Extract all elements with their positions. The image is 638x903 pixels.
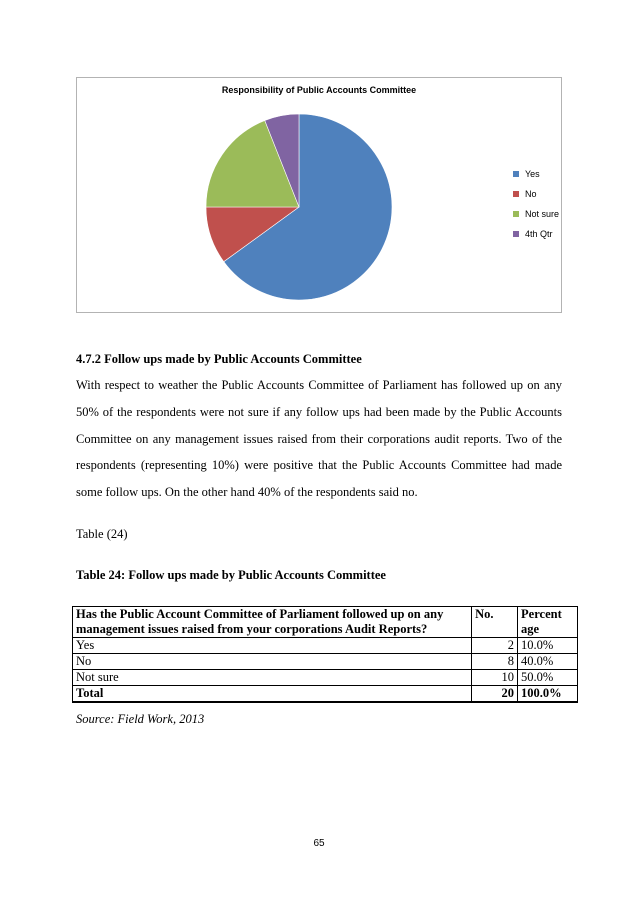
table-reference: Table (24): [76, 527, 128, 541]
legend-swatch: [513, 231, 519, 237]
legend-item: [513, 188, 559, 200]
legend-item: [513, 168, 559, 180]
table-source: Source: Field Work, 2013: [76, 712, 205, 726]
total-percent: 100.0%: [518, 686, 578, 703]
legend-swatch: [513, 171, 519, 177]
header-count: No.: [472, 607, 518, 638]
chart-title: Responsibility of Public Accounts Committee: [221, 85, 417, 95]
table-total-row: [73, 686, 578, 703]
header-question: Has the Public Account Committee of Parliament followed up on any management issues raised from your corporations Audit Reports?: [73, 607, 472, 638]
legend-label: No: [525, 189, 537, 199]
total-label: Total: [73, 686, 472, 703]
data-table: [72, 606, 578, 703]
table-header-row: [73, 607, 578, 638]
page-number: 65: [313, 838, 325, 849]
row-label: No: [73, 654, 472, 670]
row-percent: 10.0%: [518, 638, 578, 654]
legend-label: Yes: [525, 169, 540, 179]
chart-legend: [513, 168, 559, 248]
row-count: 8: [472, 654, 518, 670]
legend-label: 4th Qtr: [525, 229, 553, 239]
total-count: 20: [472, 686, 518, 703]
legend-swatch: [513, 191, 519, 197]
table-row: [73, 638, 578, 654]
row-count: 2: [472, 638, 518, 654]
legend-swatch: [513, 211, 519, 217]
row-percent: 50.0%: [518, 670, 578, 686]
table-row: [73, 654, 578, 670]
legend-label: Not sure: [525, 209, 560, 219]
table-caption: Table 24: Follow ups made by Public Accounts Committee: [76, 568, 386, 582]
row-count: 10: [472, 670, 518, 686]
row-label: Yes: [73, 638, 472, 654]
section-heading: 4.7.2 Follow ups made by Public Accounts Committee: [76, 352, 362, 366]
pie-chart-svg: [77, 78, 563, 314]
legend-item: [513, 208, 559, 220]
table-row: [73, 670, 578, 686]
legend-item: [513, 228, 559, 240]
row-label: Not sure: [73, 670, 472, 686]
header-percent: Percent age: [518, 607, 578, 638]
section-paragraph: With respect to weather the Public Accounts Committee of Parliament has followed up on any 50% of the respondents were not sure if any follow ups had been made by the Public Accounts Committee on any management issues raised from their corporations audit reports. Two of the respondents (representing 10%) were positive that the Public Accounts Committee had made some follow ups. On the other hand 40% of the respondents said no.: [76, 378, 562, 500]
pie-chart: [76, 77, 562, 313]
row-percent: 40.0%: [518, 654, 578, 670]
